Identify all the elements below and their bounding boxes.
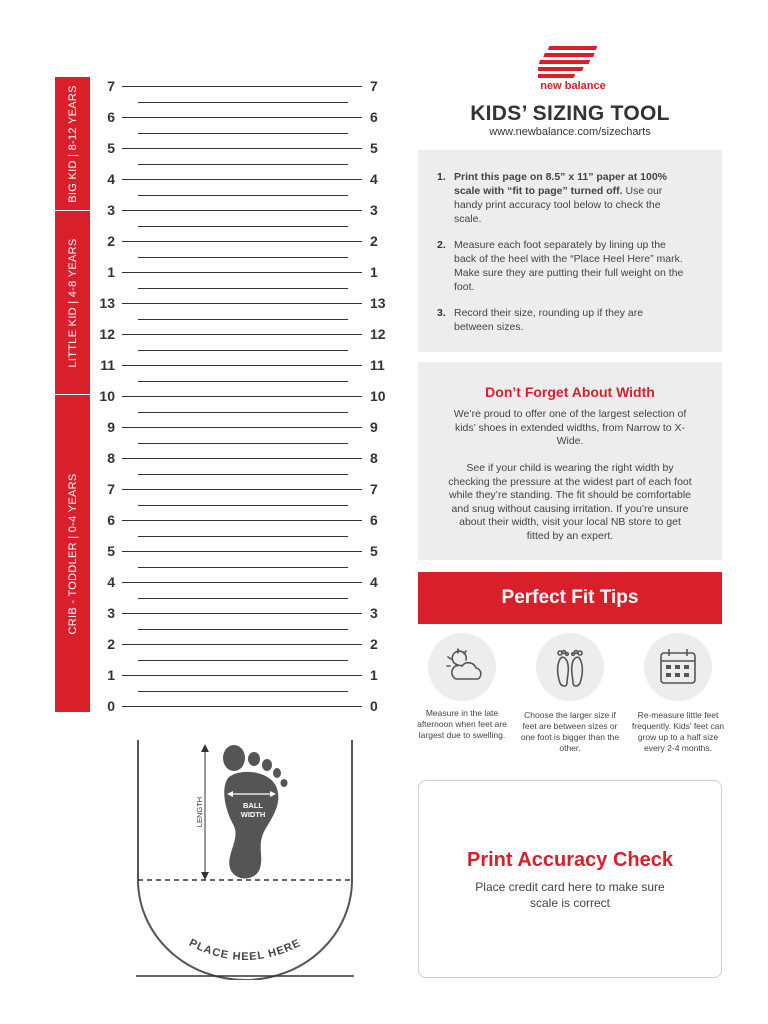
band-label-little-kid: LITTLE KID | 4-8 YEARS — [66, 237, 79, 368]
ball-width-label-1: BALL — [243, 801, 263, 810]
ruler-line-half — [138, 412, 348, 413]
tick-label-right: 2 — [370, 233, 378, 249]
svg-text:PLACE HEEL HERE — [187, 937, 303, 963]
tick-label-right: 2 — [370, 636, 378, 652]
ruler-line-whole — [122, 458, 362, 459]
ruler-line-whole — [122, 396, 362, 397]
ruler-line-half — [138, 288, 348, 289]
ruler-line-whole — [122, 334, 362, 335]
ruler-line-whole — [122, 427, 362, 428]
tick-label-right: 9 — [370, 419, 378, 435]
ruler-line-half — [138, 598, 348, 599]
ruler-line-half — [138, 133, 348, 134]
tick-label-left: 2 — [107, 233, 115, 249]
print-accuracy-box — [418, 780, 722, 978]
perfect-fit-title: Perfect Fit Tips — [418, 572, 722, 624]
tick-label-left: 4 — [107, 171, 115, 187]
ruler-line-whole — [122, 675, 362, 676]
accuracy-title: Print Accuracy Check — [466, 849, 673, 871]
width-info-box — [418, 362, 722, 560]
step-number: 2. — [437, 239, 446, 251]
tick-label-left: 9 — [107, 419, 115, 435]
tick-label-left: 1 — [107, 264, 115, 280]
accuracy-subtitle: Place credit card here to make sure scale is correct — [475, 880, 665, 910]
ruler-line-half — [138, 226, 348, 227]
tick-label-left: 3 — [107, 202, 115, 218]
tick-label-right: 3 — [370, 605, 378, 621]
ruler-line-whole — [122, 365, 362, 366]
tick-label-right: 6 — [370, 109, 378, 125]
tick-label-right: 7 — [370, 481, 378, 497]
ruler-line-whole — [122, 706, 362, 707]
tick-label-left: 7 — [107, 481, 115, 497]
calendar-icon — [644, 633, 712, 701]
ruler-line-half — [138, 319, 348, 320]
place-heel-label: PLACE HEEL HERE — [187, 936, 303, 964]
ruler-line-half — [138, 691, 348, 692]
tick-label-right: 8 — [370, 450, 378, 466]
band-big-kid — [55, 77, 90, 210]
step-number: 3. — [437, 307, 446, 319]
ruler-line-whole — [122, 489, 362, 490]
footprints-icon — [536, 633, 604, 701]
ruler-line-half — [138, 381, 348, 382]
tick-label-right: 4 — [370, 574, 378, 590]
step-1-bold: Print this page on 8.5” x 11” paper at 100% scale with “fit to page” turned off. — [454, 171, 667, 197]
tick-label-left: 12 — [99, 326, 115, 342]
tick-label-right: 13 — [370, 295, 386, 311]
ruler-line-whole — [122, 148, 362, 149]
tick-label-left: 0 — [107, 698, 115, 714]
ruler-line-half — [138, 102, 348, 103]
ruler-line-half — [138, 195, 348, 196]
tick-label-left: 10 — [99, 388, 115, 404]
step-1-text: Use our handy print accuracy tool below to check the scale. — [454, 185, 663, 225]
ruler-line-half — [138, 629, 348, 630]
ruler-line-half — [138, 567, 348, 568]
tick-label-left: 3 — [107, 605, 115, 621]
length-label: LENGTH — [195, 796, 204, 828]
ruler-line-whole — [122, 210, 362, 211]
ruler-line-whole — [122, 303, 362, 304]
tick-label-right: 0 — [370, 698, 378, 714]
ruler-line-whole — [122, 241, 362, 242]
tick-label-left: 2 — [107, 636, 115, 652]
tick-label-left: 5 — [107, 543, 115, 559]
tip-3-text: Re-measure little feet frequently. Kids’ feet can grow up to a half size every 2-4 months. — [631, 710, 725, 753]
tick-label-right: 5 — [370, 140, 378, 156]
tick-label-left: 7 — [107, 78, 115, 94]
tick-label-right: 1 — [370, 667, 378, 683]
tick-label-left: 4 — [107, 574, 115, 590]
tick-label-left: 13 — [99, 295, 115, 311]
ruler-line-whole — [122, 86, 362, 87]
ruler-line-whole — [122, 644, 362, 645]
ruler-line-whole — [122, 272, 362, 273]
ruler-line-half — [138, 474, 348, 475]
band-crib-toddler — [55, 395, 90, 712]
step-3 — [437, 306, 684, 334]
tick-label-right: 4 — [370, 171, 378, 187]
width-title: Don’t Forget About Width — [485, 384, 655, 400]
ruler-line-whole — [122, 551, 362, 552]
step-1 — [437, 170, 684, 226]
ruler-line-half — [138, 536, 348, 537]
band-label-big-kid: BIG KID | 8-12 YEARS — [66, 84, 79, 203]
step-number: 1. — [437, 171, 446, 183]
tick-label-right: 10 — [370, 388, 386, 404]
tick-label-left: 8 — [107, 450, 115, 466]
tick-label-right: 11 — [370, 357, 385, 373]
tick-label-left: 1 — [107, 667, 115, 683]
tick-label-right: 6 — [370, 512, 378, 528]
ruler-line-whole — [122, 117, 362, 118]
ruler-line-whole — [122, 520, 362, 521]
ball-width-label-2: WIDTH — [240, 810, 266, 819]
tick-label-right: 5 — [370, 543, 378, 559]
step-3-text: Record their size, rounding up if they are between sizes. — [454, 307, 644, 333]
ruler-line-whole — [122, 179, 362, 180]
sizechart-url[interactable]: www.newbalance.com/sizecharts — [489, 126, 651, 138]
tip-1-text: Measure in the late afternoon when feet are largest due to swelling. — [417, 708, 507, 740]
heel-outline — [130, 740, 360, 980]
tick-label-right: 12 — [370, 326, 386, 342]
band-little-kid — [55, 211, 90, 394]
ruler-line-half — [138, 443, 348, 444]
ruler-line-whole — [122, 582, 362, 583]
width-paragraph-1: We’re proud to offer one of the largest selection of kids’ shoes in extended widths, from Narrow to X-Wide. — [453, 408, 687, 447]
ruler-line-half — [138, 505, 348, 506]
tip-2-text: Choose the larger size if feet are between sizes or one foot is bigger than the other. — [520, 710, 620, 753]
tick-label-left: 6 — [107, 109, 115, 125]
ruler-line-half — [138, 257, 348, 258]
width-paragraph-2: See if your child is wearing the right width by checking the pressure at the widest part of each foot while they’re standing. The fit should be comfortable and snug without causing irritation. If you’re unsure about their width, visit your local NB store to get fitted by an expert. — [448, 462, 692, 542]
step-2 — [437, 238, 684, 294]
step-2-text: Measure each foot separately by lining up the back of the heel with the “Place Heel Here” mark. Make sure they are putting their full weight on the foot. — [454, 239, 684, 293]
tick-label-left: 11 — [100, 357, 115, 373]
band-label-crib-toddler: CRIB - TODDLER | 0-4 YEARS — [66, 472, 79, 635]
page-title: KIDS’ SIZING TOOL — [470, 102, 670, 125]
sun-cloud-icon — [428, 633, 496, 701]
tick-label-left: 5 — [107, 140, 115, 156]
instructions-box — [418, 150, 722, 352]
ruler-line-half — [138, 660, 348, 661]
foot-diagram — [130, 740, 360, 980]
tick-label-left: 6 — [107, 512, 115, 528]
tick-label-right: 3 — [370, 202, 378, 218]
nb-logo — [538, 44, 608, 95]
tick-label-right: 1 — [370, 264, 378, 280]
ruler-line-whole — [122, 613, 362, 614]
tick-label-right: 7 — [370, 78, 378, 94]
brand-name: new balance — [540, 80, 606, 92]
ruler-line-half — [138, 350, 348, 351]
size-ruler — [0, 0, 410, 730]
ruler-line-half — [138, 164, 348, 165]
